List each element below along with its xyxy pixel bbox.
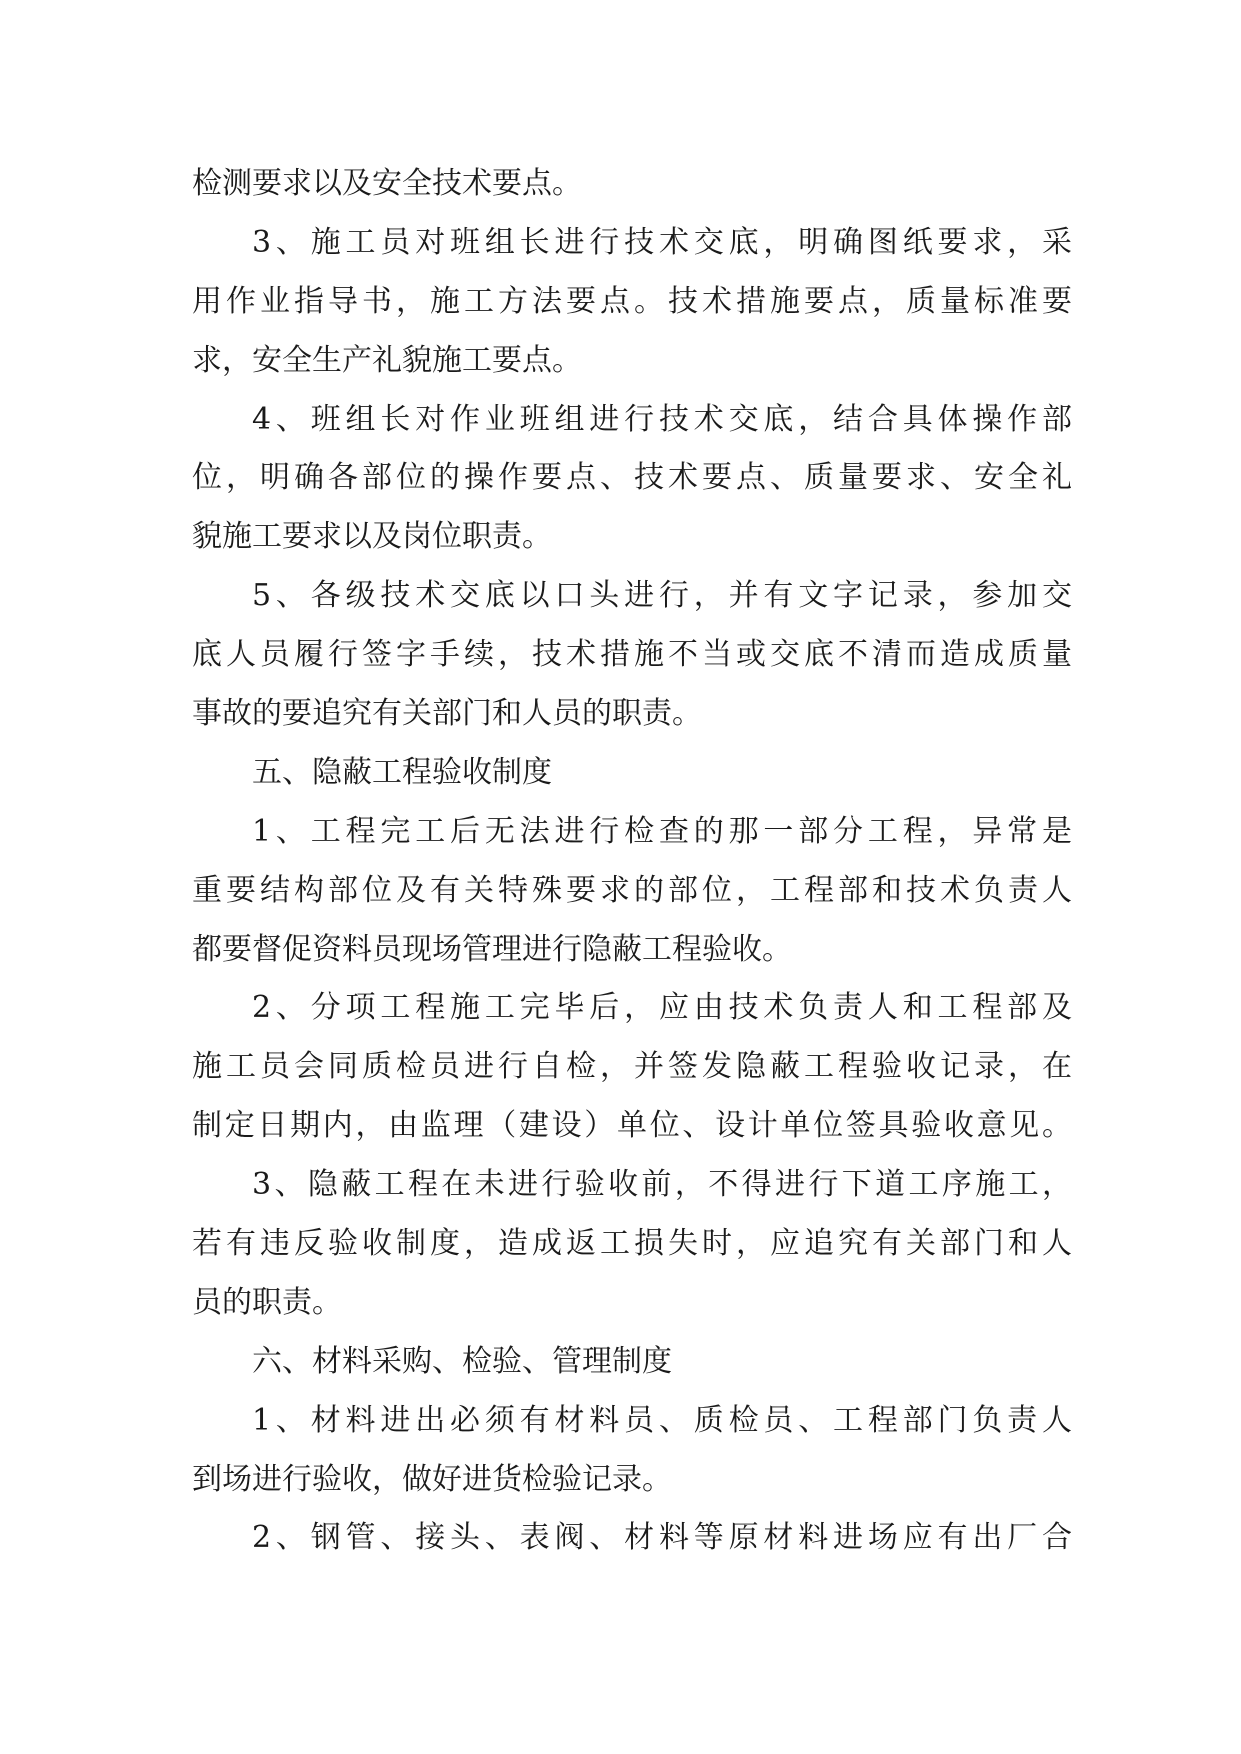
text-line: 都要督促资料员现场管理进行隐蔽工程验收。 <box>192 931 792 967</box>
text-line: 4、班组长对作业班组进行技术交底，结合具体操作部 <box>252 401 1072 437</box>
text-line: 位，明确各部位的操作要点、技术要点、质量要求、安全礼 <box>192 460 1072 496</box>
text-line: 施工员会同质检员进行自检，并签发隐蔽工程验收记录，在 <box>192 1049 1072 1085</box>
text-line: 检测要求以及安全技术要点。 <box>192 166 582 201</box>
text-line: 5、各级技术交底以口头进行，并有文字记录，参加交 <box>252 578 1072 614</box>
text-line: 底人员履行签字手续，技术措施不当或交底不清而造成质量 <box>192 637 1072 673</box>
text-line: 3、施工员对班组长进行技术交底，明确图纸要求，采 <box>252 224 1072 260</box>
text-line: 六、材料采购、检验、管理制度 <box>252 1343 672 1379</box>
text-line: 员的职责。 <box>192 1284 342 1320</box>
text-line: 2、钢管、接头、表阀、材料等原材料进场应有出厂合 <box>252 1520 1072 1556</box>
text-line: 3、隐蔽工程在未进行验收前，不得进行下道工序施工， <box>252 1167 1072 1203</box>
text-line: 若有违反验收制度，造成返工损失时，应追究有关部门和人 <box>192 1226 1072 1262</box>
text-line: 制定日期内，由监理（建设）单位、设计单位签具验收意见。 <box>192 1108 1072 1144</box>
document-body <box>192 155 1072 1568</box>
text-line: 貌施工要求以及岗位职责。 <box>192 519 552 555</box>
text-line: 2、分项工程施工完毕后，应由技术负责人和工程部及 <box>252 990 1072 1026</box>
text-line: 到场进行验收，做好进货检验记录。 <box>192 1461 672 1497</box>
text-line: 求，安全生产礼貌施工要点。 <box>192 342 582 378</box>
text-line: 重要结构部位及有关特殊要求的部位，工程部和技术负责人 <box>192 872 1072 908</box>
text-line: 1、工程完工后无法进行检查的那一部分工程，异常是 <box>252 813 1072 849</box>
text-line: 1、材料进出必须有材料员、质检员、工程部门负责人 <box>252 1402 1072 1438</box>
text-line: 用作业指导书，施工方法要点。技术措施要点，质量标准要 <box>192 283 1072 319</box>
text-line: 五、隐蔽工程验收制度 <box>252 754 552 790</box>
text-line: 事故的要追究有关部门和人员的职责。 <box>192 696 702 732</box>
